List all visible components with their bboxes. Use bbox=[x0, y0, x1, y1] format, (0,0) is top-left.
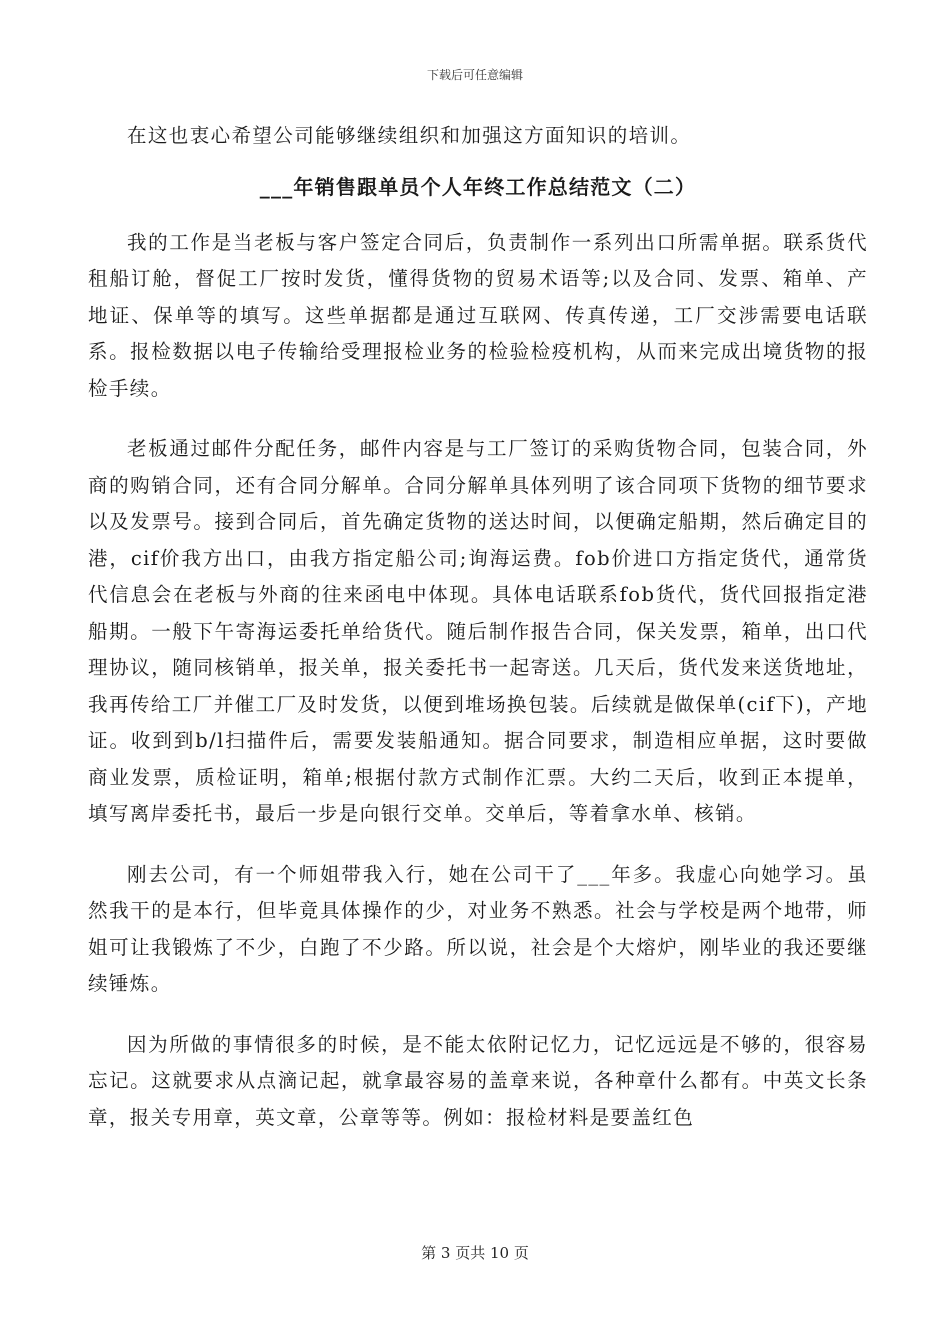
page-header: 下载后可任意编辑 bbox=[426, 68, 523, 82]
paragraph-2: 老板通过邮件分配任务，邮件内容是与工厂签订的采购货物合同，包装合同，外商的购销合同，还有合同分解单。合同分解单具体列明了该合同项下货物的细节要求以及发票号。接到合同后，首先确定货物的送达时间，以便确定船期，然后确定目的港，cif价我方出口，由我方指定船公司;询海运费。fob价进口方指定货代，通常货代信息会在老板与外商的往来函电中体现。具体电话联系fob货代，货代回报指定港船期。一般下午寄海运委托单给货代。随后制作报告合同，保关发票，箱单，出口代理协议，随同核销单，报关单，报关委托书一起寄送。几天后，货代发来送货地址，我再传给工厂并催工厂及时发货，以便到堆场换包装。后续就是做保单(cif下)，产地证。收到到b/l扫描件后，需要发装船通知。据合同要求，制造相应单据，这时要做商业发票，质检证明，箱单;根据付款方式制作汇票。大约二天后，收到正本提单，填写离岸委托书，最后一步是向银行交单。交单后，等着拿水单、核销。 bbox=[88, 437, 868, 825]
section-title: ___年销售跟单员个人年终工作总结范文（二） bbox=[259, 174, 697, 199]
paragraph-4: 因为所做的事情很多的时候，是不能太依附记忆力，记忆远远是不够的，很容易忘记。这就要求从点滴记起，就拿最容易的盖章来说，各种章什么都有。中英文长条章，报关专用章，英文章，公章等等。例如：报检材料是要盖红色 bbox=[88, 1032, 868, 1129]
page-number: 第 3 页共 10 页 bbox=[421, 1244, 529, 1262]
paragraph-3: 刚去公司，有一个师姐带我入行，她在公司干了___年多。我虚心向她学习。虽然我干的是本行，但毕竟具体操作的少，对业务不熟悉。社会与学校是两个地带，师姐可让我锻炼了不少，白跑了不少路。所以说，社会是个大熔炉，刚毕业的我还要继续锤炼。 bbox=[88, 862, 868, 995]
document-body bbox=[88, 118, 868, 1160]
paragraph-1: 我的工作是当老板与客户签定合同后，负责制作一系列出口所需单据。联系货代租船订舱，督促工厂按时发货，懂得货物的贸易术语等;以及合同、发票、箱单、产地证、保单等的填写。这些单据都是通过互联网、传真传递，工厂交涉需要电话联系。报检数据以电子传输给受理报检业务的检验检疫机构，从而来完成出境货物的报检手续。 bbox=[88, 230, 868, 400]
paragraph-intro: 在这也衷心希望公司能够继续组织和加强这方面知识的培训。 bbox=[127, 124, 692, 147]
